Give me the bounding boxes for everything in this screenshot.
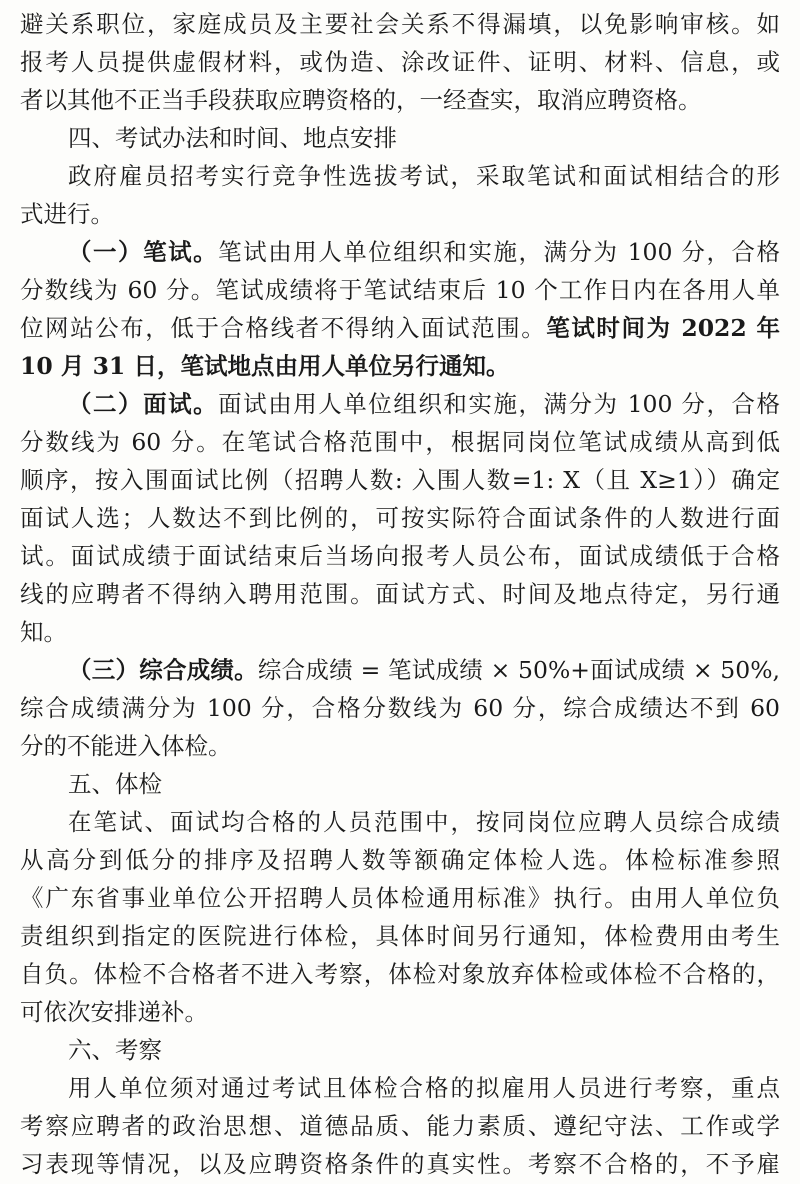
paragraph-written-test bbox=[0, 232, 800, 272]
text-line: 避关系职位，家庭成员及主要社会关系不得漏填，以免影响审核。如 bbox=[20, 10, 780, 38]
text-line: 自负。体检不合格者不进入考察，体检对象放弃体检或体检不合格的， bbox=[20, 960, 780, 988]
text-line bbox=[0, 308, 800, 348]
text-span: 综合成绩 = 笔试成绩 × 50%+面试成绩 × 50%, bbox=[257, 656, 780, 684]
text-line bbox=[0, 346, 800, 386]
section-heading-4: 四、考试办法和时间、地点安排 bbox=[68, 124, 397, 152]
text-line: 知。 bbox=[20, 618, 67, 646]
text-line: 在笔试、面试均合格的人员范围中，按同岗位应聘人员综合成绩 bbox=[68, 808, 780, 836]
text-line: 报考人员提供虚假材料，或伪造、涂改证件、证明、材料、信息，或 bbox=[20, 48, 780, 76]
text-span: 笔试由用人单位组织和实施，满分为 100 分，合格 bbox=[218, 238, 780, 266]
text-line: 分数线为 60 分。笔试成绩将于笔试结束后 10 个工作日内在各用人单 bbox=[20, 276, 780, 304]
text-span: 位网站公布，低于合格线者不得纳入面试范围。 bbox=[20, 314, 547, 342]
text-line: 面试人选；人数达不到比例的，可按实际符合面试条件的人数进行面 bbox=[20, 504, 780, 532]
text-line: 分数线为 60 分。在笔试合格范围中，根据同岗位笔试成绩从高到低 bbox=[20, 428, 780, 456]
bold-test-location: 10 月 31 日，笔试地点由用人单位另行通知。 bbox=[20, 352, 510, 380]
paragraph-interview bbox=[0, 384, 800, 424]
text-line: 责组织到指定的医院进行体检，具体时间另行通知，体检费用由考生 bbox=[20, 922, 780, 950]
text-line: 线的应聘者不得纳入聘用范围。面试方式、时间及地点待定，另行通 bbox=[20, 580, 780, 608]
text-span: 面试由用人单位组织和实施，满分为 100 分，合格 bbox=[218, 390, 780, 418]
subheading-interview: （二）面试。 bbox=[68, 390, 219, 418]
text-line: 顺序，按入围面试比例（招聘人数: 入围人数=1: X（且 X≥1））确定 bbox=[20, 466, 780, 494]
bold-test-time: 笔试时间为 2022 年 bbox=[546, 314, 780, 342]
text-line: 用人单位须对通过考试且体检合格的拟雇用人员进行考察，重点 bbox=[68, 1074, 780, 1102]
section-heading-5: 五、体检 bbox=[68, 770, 162, 798]
section-heading-6: 六、考察 bbox=[68, 1036, 162, 1064]
text-line: 试。面试成绩于面试结束后当场向报考人员公布，面试成绩低于合格 bbox=[20, 542, 780, 570]
text-line: 综合成绩满分为 100 分，合格分数线为 60 分，综合成绩达不到 60 bbox=[20, 694, 780, 722]
subheading-written-test: （一）笔试。 bbox=[68, 238, 219, 266]
text-line: 者以其他不正当手段获取应聘资格的，一经查实，取消应聘资格。 bbox=[20, 86, 702, 114]
text-line: 《广东省事业单位公开招聘人员体检通用标准》执行。由用人单位负 bbox=[20, 884, 780, 912]
subheading-composite-score: （三）综合成绩。 bbox=[68, 656, 258, 684]
text-line: 分的不能进入体检。 bbox=[20, 732, 232, 760]
text-line: 习表现等情况，以及应聘资格条件的真实性。考察不合格的，不予雇 bbox=[20, 1150, 780, 1178]
text-line: 考察应聘者的政治思想、道德品质、能力素质、遵纪守法、工作或学 bbox=[20, 1112, 780, 1140]
paragraph-composite-score bbox=[0, 650, 800, 690]
text-line: 式进行。 bbox=[20, 200, 114, 228]
text-line: 可依次安排递补。 bbox=[20, 998, 208, 1026]
text-line: 从高分到低分的排序及招聘人数等额确定体检人选。体检标准参照 bbox=[20, 846, 780, 874]
text-line: 政府雇员招考实行竞争性选拔考试，采取笔试和面试相结合的形 bbox=[68, 162, 780, 190]
